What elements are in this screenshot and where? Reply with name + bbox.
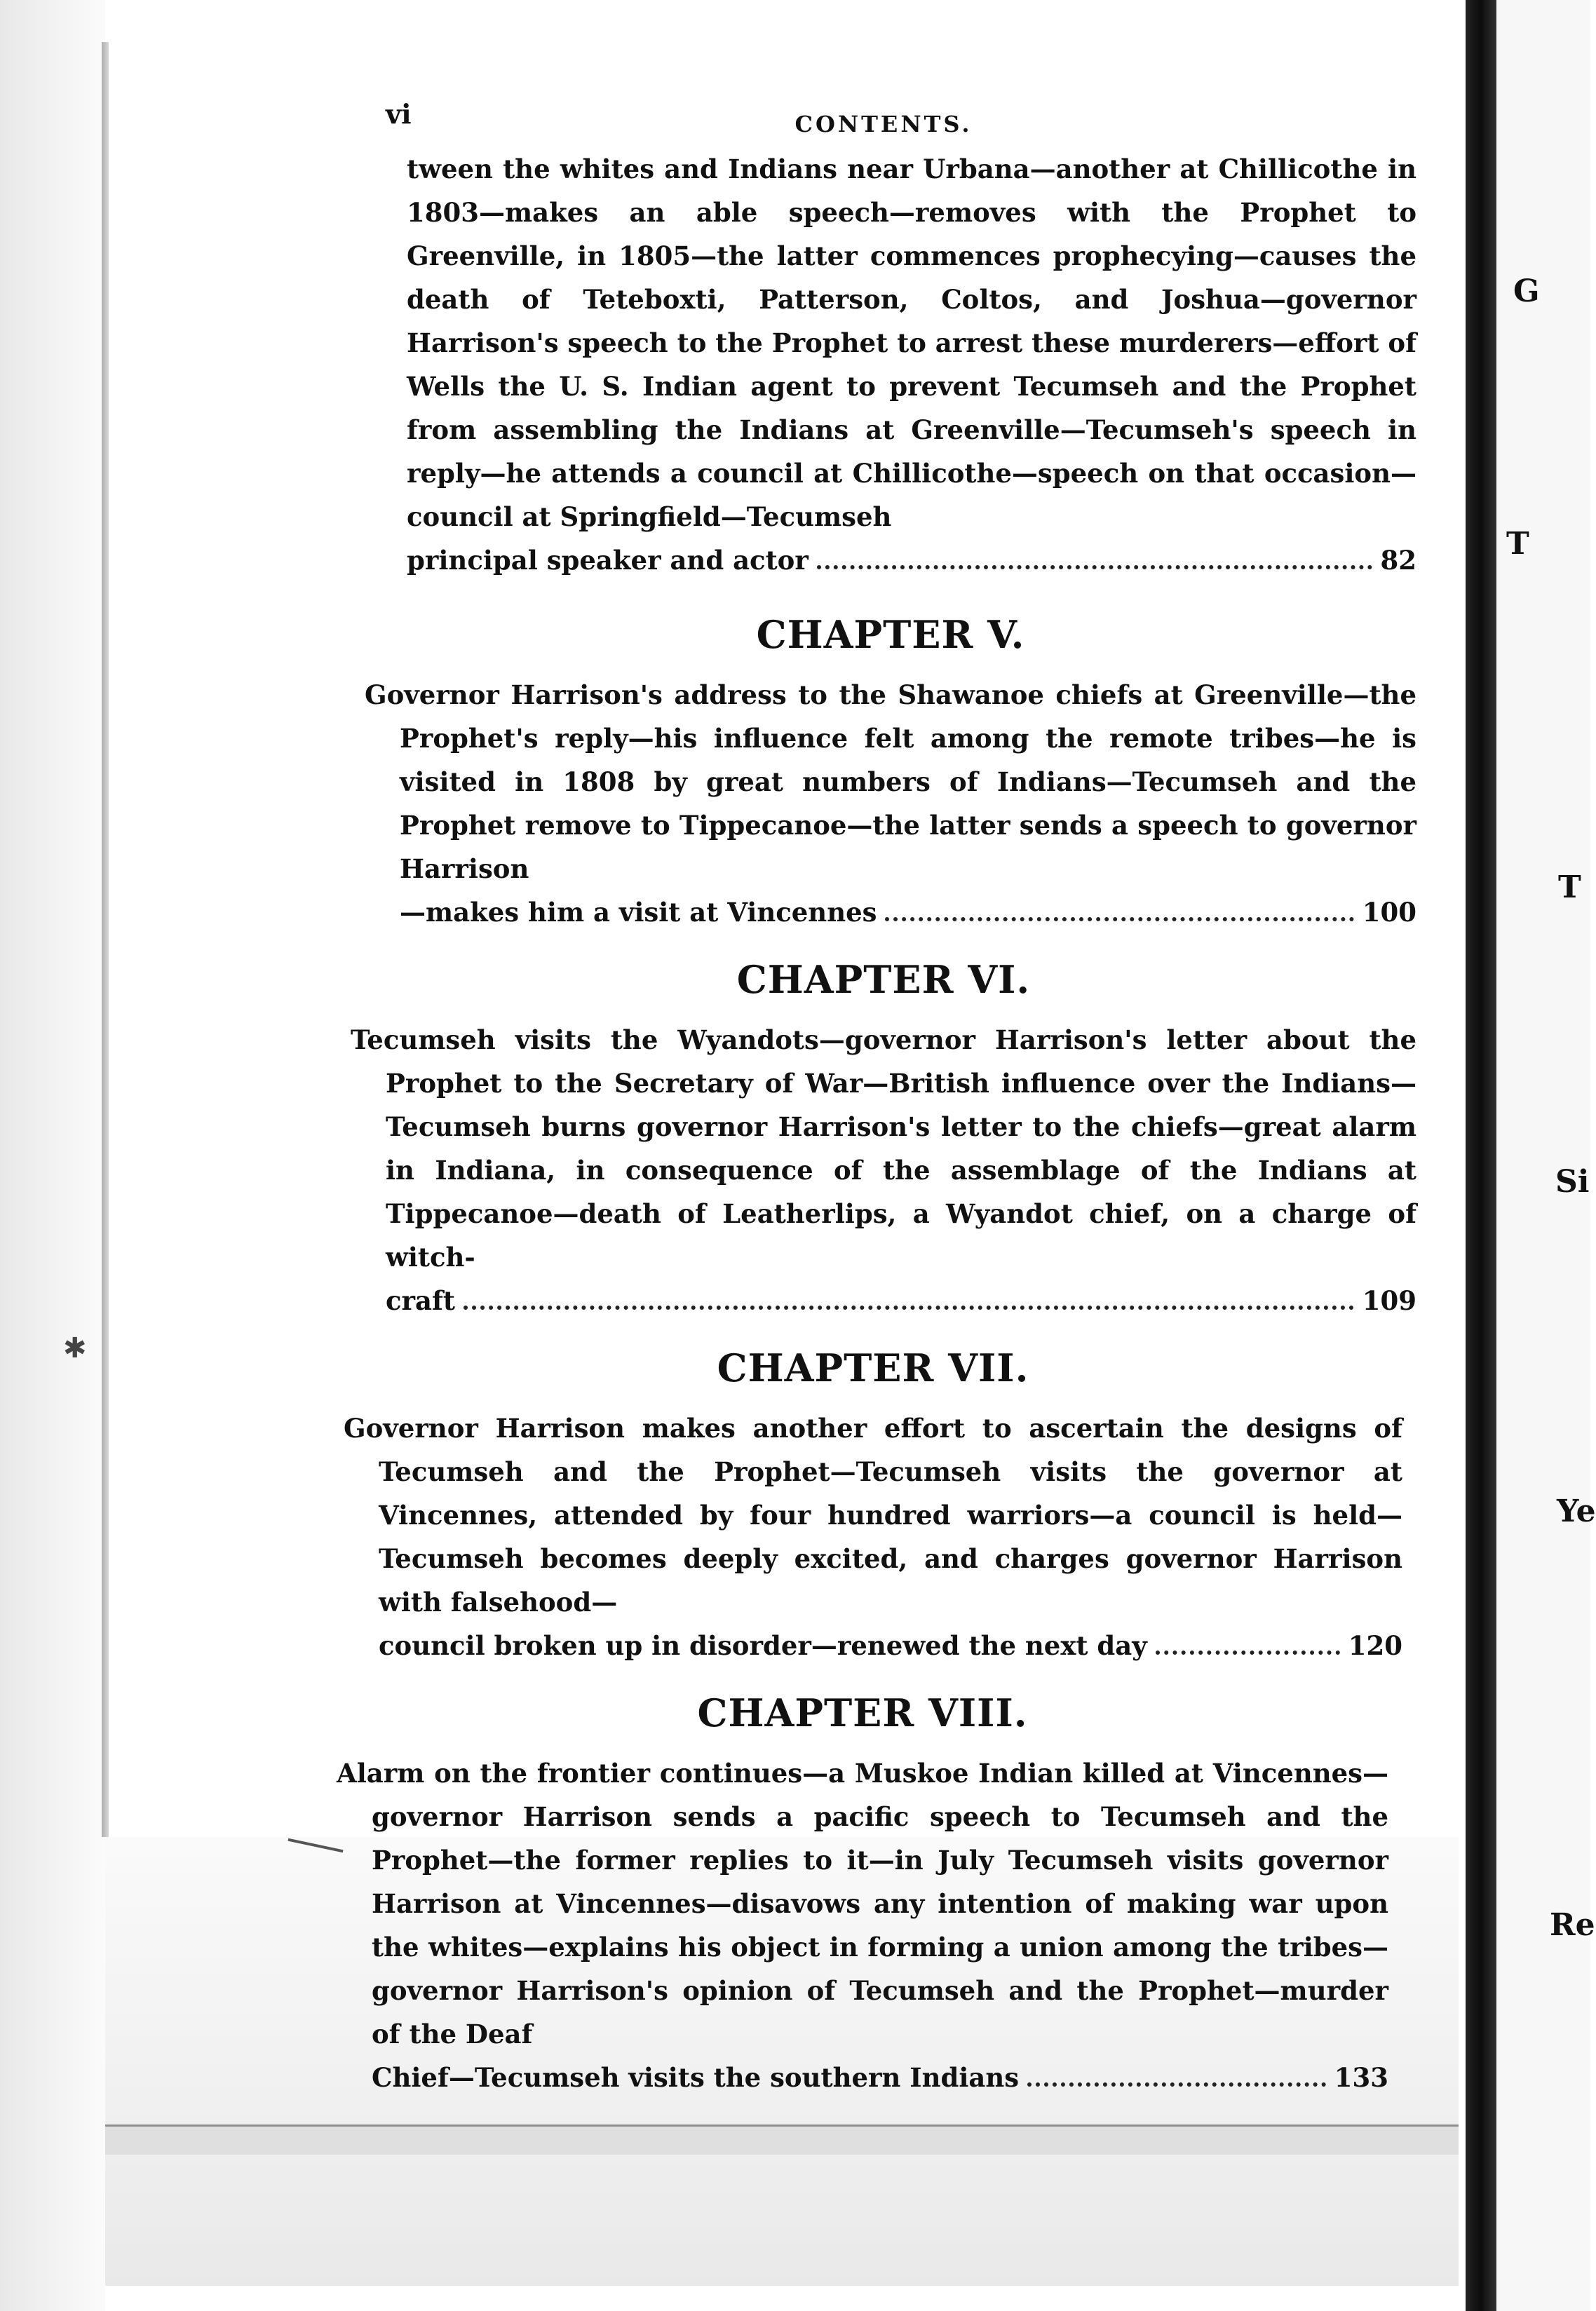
dot-leader xyxy=(817,565,1372,569)
chapter-5-entry xyxy=(323,596,1445,934)
chapter-7-entry xyxy=(323,1329,1445,1667)
entry-last-line xyxy=(351,1279,1416,1322)
entry-last-line xyxy=(365,890,1416,934)
entry-last-text: craft xyxy=(386,1285,456,1316)
entry-last-line xyxy=(337,2056,1388,2099)
chapter-heading: CHAPTER VIII. xyxy=(697,1690,1028,1735)
entry-last-line xyxy=(344,1624,1402,1667)
entry-last-text: council broken up in disorder—renewed the next day xyxy=(379,1630,1147,1661)
entry-page-number: 82 xyxy=(1380,545,1416,576)
facing-page-fragment: T xyxy=(1506,526,1529,562)
facing-page-fragment: G xyxy=(1513,273,1540,309)
entry-page-number: 100 xyxy=(1362,897,1416,928)
page-header xyxy=(323,91,1445,147)
book-gutter xyxy=(1466,0,1496,2311)
chapter-6-entry xyxy=(323,941,1445,1322)
facing-page xyxy=(1496,0,1596,2311)
dot-leader xyxy=(464,1306,1354,1310)
dot-leader xyxy=(885,917,1353,921)
book-spine xyxy=(102,42,109,1837)
ink-speck: ✱ xyxy=(63,1332,87,1364)
entry-page-number: 109 xyxy=(1362,1285,1416,1316)
continuation-entry xyxy=(323,147,1445,582)
entry-text: Alarm on the frontier continues—a Muskoe Indian killed at Vincennes—governor Harrison sends a pacific speech to Tecumseh and the Prophet—the former replies to it—in July Tecumseh visits governor Harrison at Vincennes—disavows any intention of making war upon the whites—explains his object in forming a union among the tribes—governor Harrison's opinion of Tecumseh and the Prophet—murder of the Deaf xyxy=(337,1758,1388,2049)
page-bottom-edge xyxy=(105,2124,1459,2155)
entry-last-line xyxy=(407,538,1416,582)
dot-leader xyxy=(1027,2082,1326,2087)
facing-page-fragment: T xyxy=(1558,869,1581,905)
chapter-heading: CHAPTER VII. xyxy=(717,1346,1029,1390)
entry-text: Governor Harrison's address to the Shawanoe chiefs at Greenville—the Prophet's reply—his influence felt among the remote tribes—he is visited in 1808 by great numbers of Indians—Tecumseh and the Prophet remove to Tippecanoe—the latter sends a speech to governor Harrison xyxy=(365,679,1416,884)
entry-text: Governor Harrison makes another effort to ascertain the designs of Tecumseh and the Prophet—Tecumseh visits the governor at Vincennes, attended by four hundred warriors—a council is held—Tecumseh becomes deeply excited, and charges governor Harrison with falsehood— xyxy=(344,1413,1402,1618)
entry-text: tween the whites and Indians near Urbana—another at Chillicothe in 1803—makes an able speech—removes with the Prophet to Greenville, in 1805—the latter commences prophecying—causes the death of Teteboxti, Patterson, Coltos, and Joshua—governor Harrison's speech to the Prophet to arrest these murderers—effort of Wells the U. S. Indian agent to prevent Tecumseh and the Prophet from assembling the Indians at Greenville—Tecumseh's speech in reply—he attends a council at Chillicothe—speech on that occasion—council at Springfield—Tecumseh xyxy=(407,154,1416,532)
facing-page-fragment: Si xyxy=(1555,1164,1590,1200)
entry-last-text: Chief—Tecumseh visits the southern Indians xyxy=(372,2062,1020,2093)
entry-page-number: 120 xyxy=(1348,1630,1402,1661)
contents-page xyxy=(323,91,1445,2099)
facing-page-fragment: Re xyxy=(1550,1907,1595,1943)
chapter-heading: CHAPTER V. xyxy=(756,612,1025,657)
running-head: CONTENTS. xyxy=(794,111,973,137)
entry-last-text: principal speaker and actor xyxy=(407,545,809,576)
entry-last-text: —makes him a visit at Vincennes xyxy=(400,897,877,928)
facing-page-fragment: Ye xyxy=(1557,1493,1596,1529)
left-page-edge xyxy=(0,0,105,2311)
entry-text: Tecumseh visits the Wyandots—governor Harrison's letter about the Prophet to the Secretary of War—British influence over the Indians—Tecumseh burns governor Harrison's letter to the chiefs—great alarm in Indiana, in consequence of the assemblage of the Indians at Tippecanoe—death of Leatherlips, a Wyandot chief, on a charge of witch- xyxy=(351,1024,1416,1273)
entry-page-number: 133 xyxy=(1334,2062,1388,2093)
page-number: vi xyxy=(386,98,412,130)
chapter-heading: CHAPTER VI. xyxy=(736,957,1031,1002)
chapter-8-entry xyxy=(323,1674,1445,2099)
dot-leader xyxy=(1156,1651,1340,1655)
